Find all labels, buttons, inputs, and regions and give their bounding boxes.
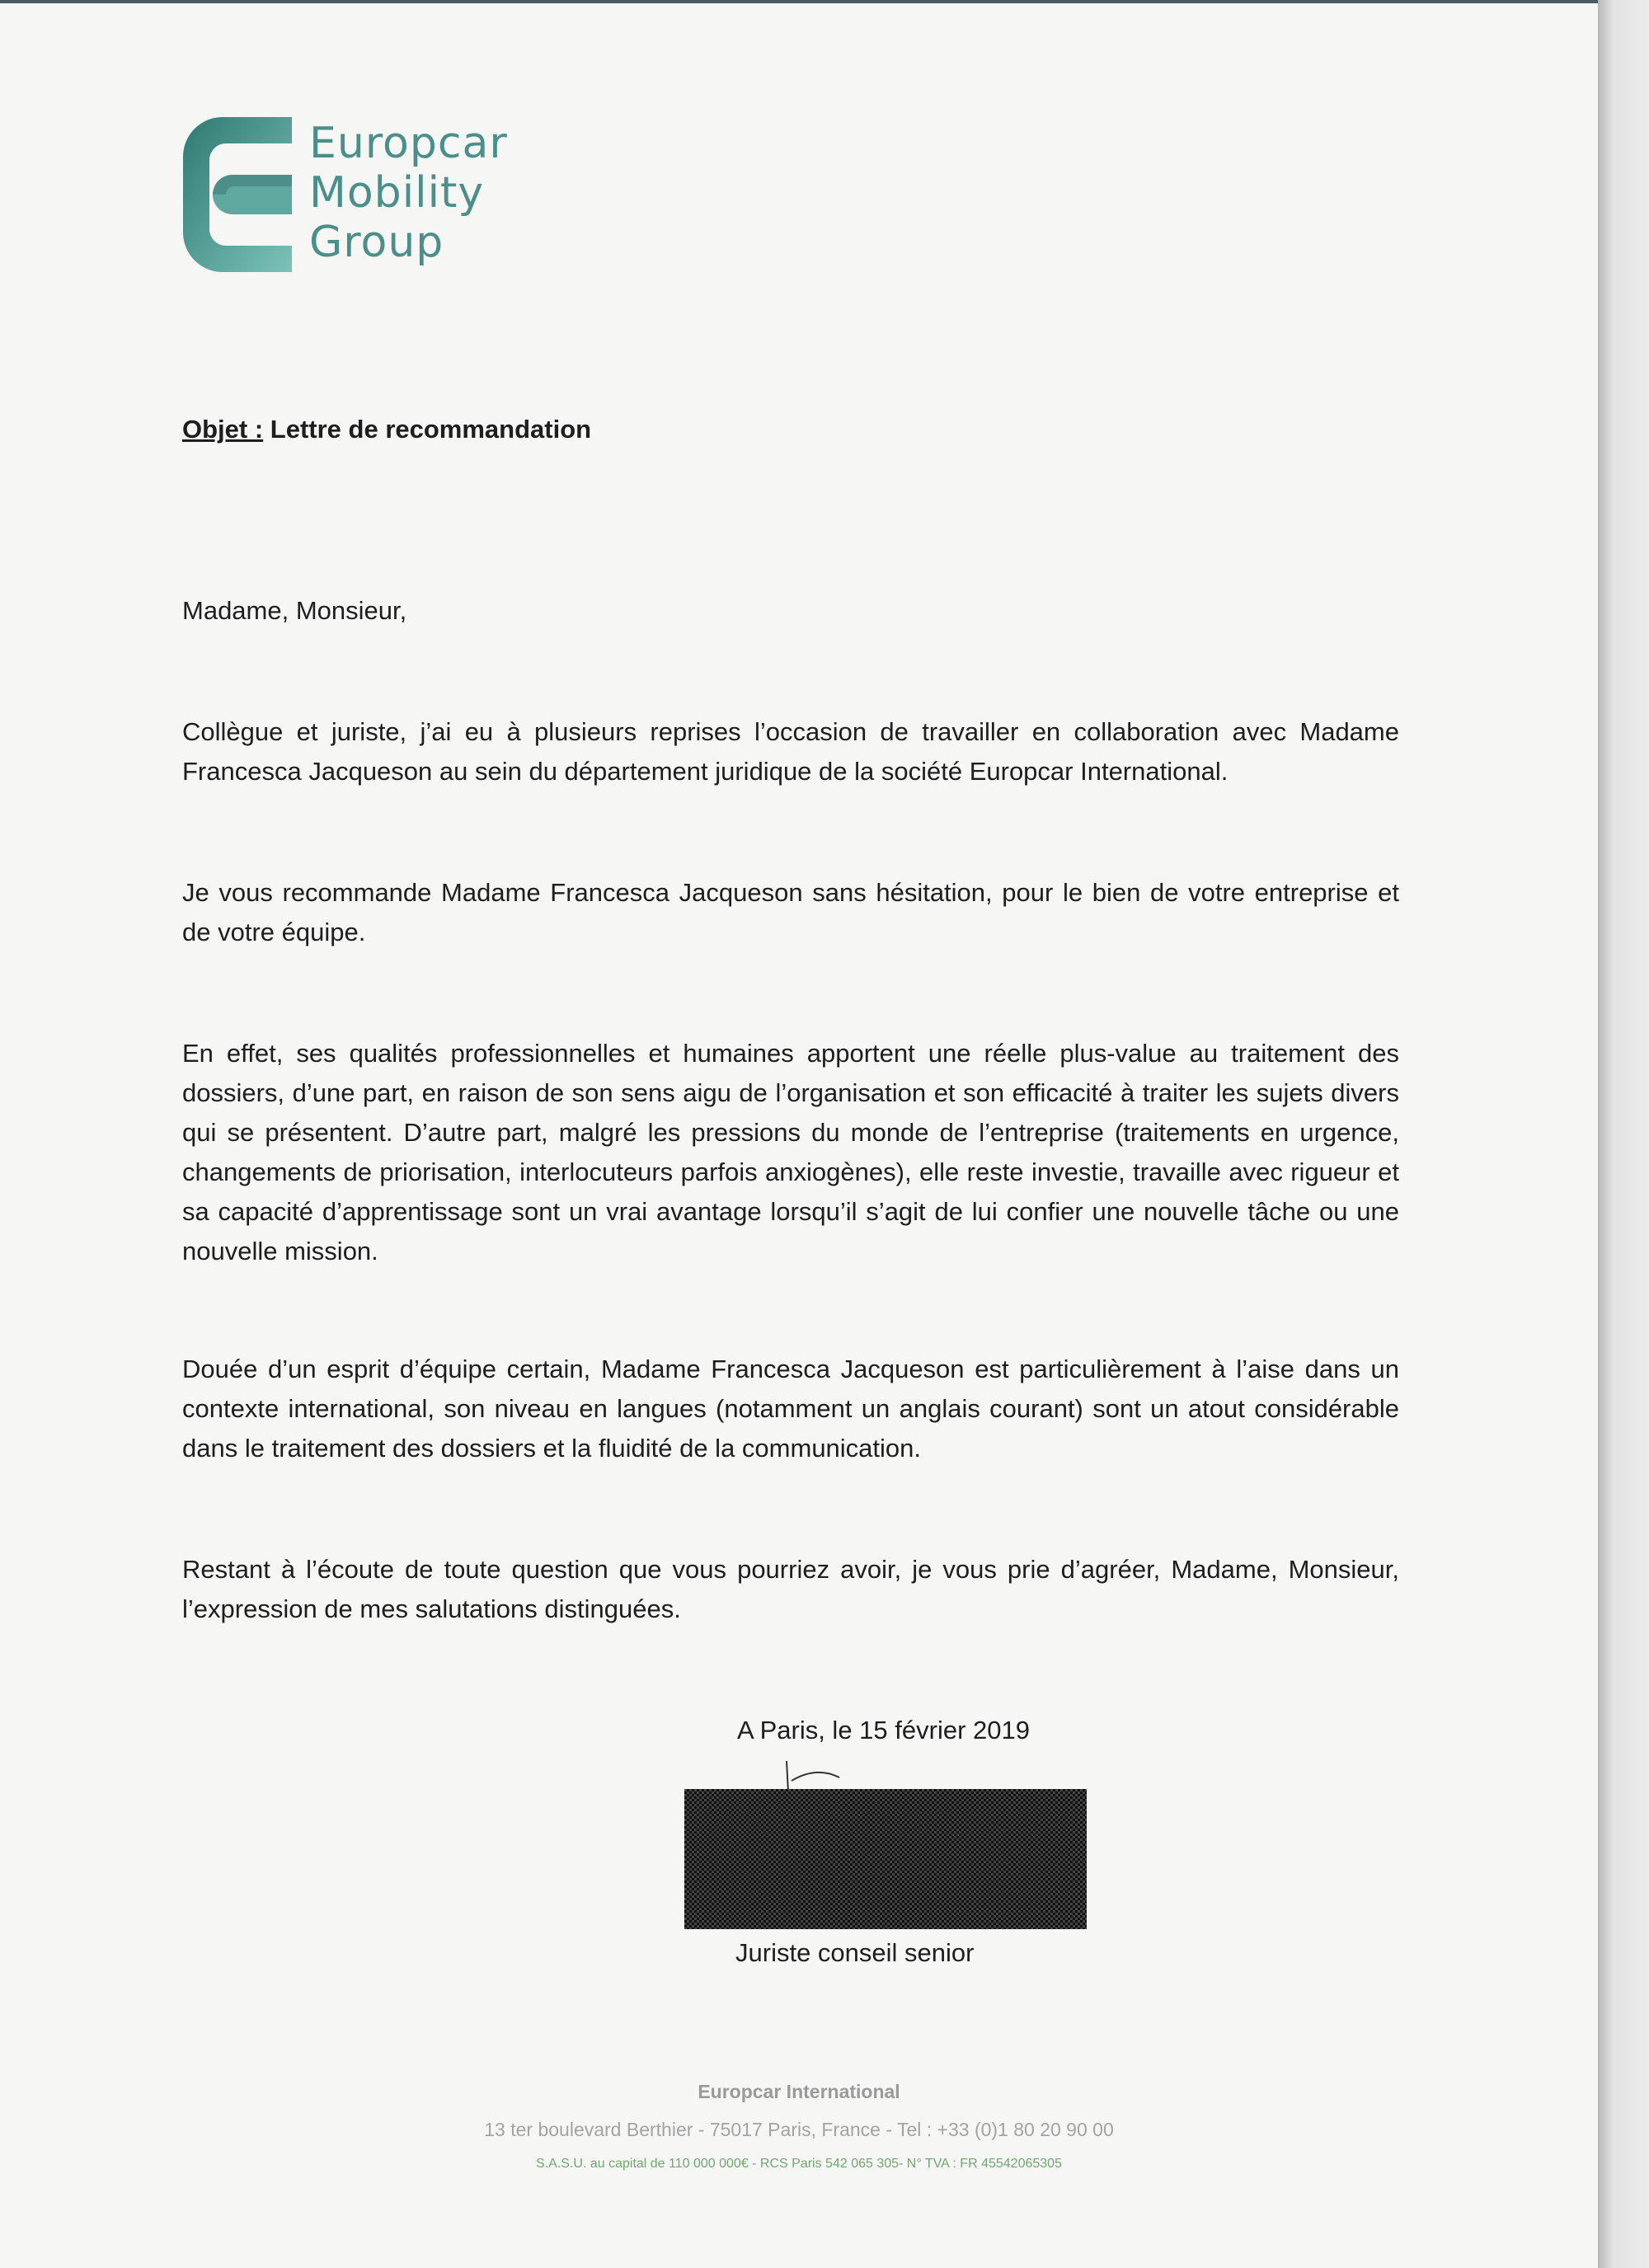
- footer-company: Europcar International: [698, 2081, 900, 2102]
- scan-top-border: [0, 0, 1598, 3]
- footer-legal: S.A.S.U. au capital de 110 000 000€ - RCS Paris 542 065 305- N° TVA : FR 45542065305: [536, 2157, 1062, 2171]
- place-date: A Paris, le 15 février 2019: [737, 1716, 1030, 1744]
- paragraph-5: Restant à l’écoute de toute question que vous pourriez avoir, je vous prie d’agréer, Madame, Monsieur, l’expression de mes salutations distinguées.: [182, 1555, 1399, 1623]
- paragraph-1: Collègue et juriste, j’ai eu à plusieurs reprises l’occasion de travailler en collaboration avec Madame Francesca Jacqueson au sein du département juridique de la société Europcar International.: [182, 717, 1399, 786]
- subject-label: Objet :: [182, 415, 264, 444]
- subject-line: [182, 410, 1399, 449]
- logo-line-2: Mobility: [309, 168, 485, 218]
- paragraph-4: Douée d’un esprit d’équipe certain, Madame Francesca Jacqueson est particulièrement à l’aise dans un contexte international, son niveau en langues (notamment un anglais courant) sont un atout considérable dans le traitement des dossiers et la fluidité de la communication.: [182, 1355, 1399, 1463]
- redacted-signature: [684, 1789, 1087, 1929]
- logo-line-1: Europcar: [309, 119, 508, 168]
- scan-margin: [1598, 0, 1649, 2268]
- footer-address: 13 ter boulevard Berthier - 75017 Paris, France - Tel : +33 (0)1 80 20 90 00: [484, 2119, 1114, 2140]
- paragraph-3: En effet, ses qualités professionnelles et humaines apportent une réelle plus-value au traitement des dossiers, d’une part, en raison de son sens aigu de l’organisation et son efficacité à traiter les sujets divers qui se présentent. D’autre part, malgré les pressions du monde de l’entreprise (traitements en urgence, changements de priorisation, interlocuteurs parfois anxiogènes), elle reste investie, travaille avec rigueur et sa capacité d’apprentissage sont un vrai avantage lorsqu’il s’agit de lui confier une nouvelle tâche ou une nouvelle mission.: [182, 1039, 1399, 1265]
- logo-wordmark: [309, 119, 508, 267]
- subject-text: Lettre de recommandation: [263, 415, 592, 444]
- signatory-role: Juriste conseil senior: [735, 1938, 975, 1967]
- company-logo: [183, 117, 562, 282]
- logo-line-3: Group: [309, 218, 444, 267]
- europcar-logo-icon: [183, 117, 292, 272]
- paragraph-2: Je vous recommande Madame Francesca Jacqueson sans hésitation, pour le bien de votre entreprise et de votre équipe.: [182, 878, 1399, 946]
- greeting: Madame, Monsieur,: [182, 596, 407, 625]
